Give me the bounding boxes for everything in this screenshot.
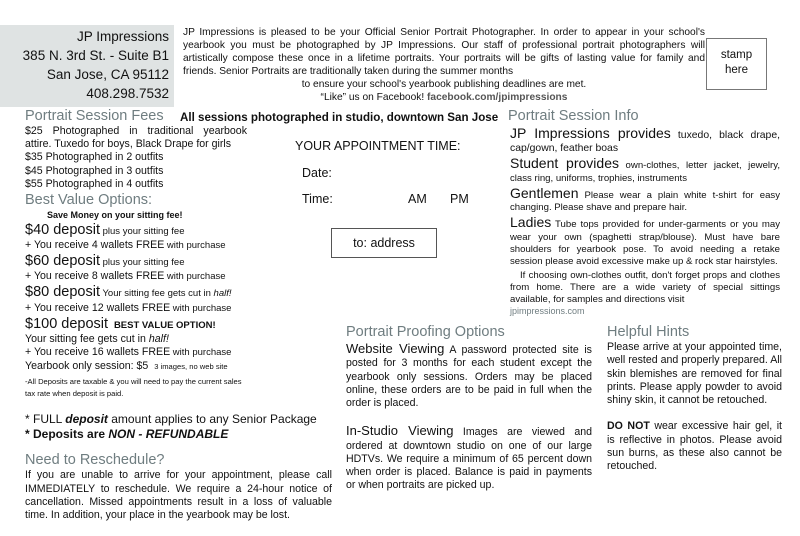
body-area [0,125,800,536]
save-money: Save Money on your sitting fee! [47,209,183,220]
tax-note: -All Deposits are taxable & you will need to pay the current sales tax rate when deposit is paid. [25,376,242,398]
stamp-text: stamp [720,49,753,61]
deposit-text: plus your sitting fee [99,225,185,237]
deposit-text: Your sitting fee gets cut in [99,288,214,300]
proofing-title: Portrait Proofing Options [346,323,505,340]
proof-lead: In-Studio Viewing [346,423,454,439]
deposit-text: plus your sitting fee [99,257,185,269]
info-text: Please wear a plain white t-shirt for easy changing. Please shave and prepare hair. [510,189,780,214]
reschedule-text: If you are unable to arrive for your appointment, please call IMMEDIATELY to reschedule. We require a 24-hour notice of cancellation. Missed appointments result in a loss of valuable time. In addition, your place in the yearbook may be lost. [25,469,332,522]
studio-name: JP Impressions [76,29,169,44]
deposit-80: $80 deposit [25,284,100,301]
like-text: “Like” us on Facebook! [320,91,425,103]
hints-section [607,324,782,474]
wallets-text: + You receive 12 wallets FREE [25,301,171,314]
am-label: AM [408,192,427,207]
fee-item: $55 Photographed in 4 outfits [25,177,164,190]
section-headings-row [0,108,800,125]
session-info-section [508,125,780,318]
info-text: If choosing own-clothes outfit, don't forget props and clothes from home. There are a wide variety of special sittings available, for samples and directions visit [510,269,780,305]
note-text: * FULL [25,411,66,426]
intro-text: JP Impressions is pleased to be your Official Senior Portrait Photographer. In order to appear in your school's yearbook you must be photographed by JP Impressions. Our staff of professional portrait photographers will artistically compose these once in a lifetime portraits. Your portraits will be gifts of lasting value for family and friends. Senior Portraits are traditionally taken during the summer months [183,27,705,77]
note-text: deposit [65,411,108,426]
stamp-box [706,38,767,90]
yearbook-session: Yearbook only session: $5 [25,360,149,373]
stamp-text: here [724,64,749,76]
with-purchase: with purchase [170,302,232,314]
deposit-100: $100 deposit [25,315,109,332]
info-lead: Ladies [510,214,552,231]
info-lead: Gentlemen [510,184,579,201]
fee-item: $25 Photographed in traditional yearbook attire. Tuxedo for boys, Black Drape for girls [25,124,247,151]
deposit-60: $60 deposit [25,253,100,270]
half-text: half! [213,288,232,300]
proofing-section [346,324,592,493]
pm-label: PM [450,192,469,207]
info-lead: JP Impressions provides [510,124,671,141]
fees-section [25,125,247,400]
hint-text: wear excessive hair gel, it is reflective in photos. Please avoid sun burns, as these also cannot be retouched. [607,420,782,473]
intro-center: to ensure your school's yearbook publishing deadlines are met. [301,78,587,90]
to-address-box: to: address [331,228,437,259]
appointment-title: YOUR APPOINTMENT TIME: [295,138,461,153]
all-sessions-note: All sessions photographed in studio, downtown San Jose [180,110,499,124]
best-value-label: BEST VALUE OPTION! [113,319,216,331]
fee-item: $45 Photographed in 3 outfits [25,164,164,177]
website-link[interactable]: jpimpressions.com [510,305,585,316]
proof-lead: Website Viewing [346,341,445,357]
info-title: Portrait Session Info [508,107,639,124]
hint-text: Please arrive at your appointed time, well rested and properly prepared. All skin blemishes are removed for final prints. Please apply powder to avoid shiny skin, it cannot be retouched. [607,341,782,407]
info-text: own-clothes, letter jacket, jewelry, class ring, uniforms, trophies, instruments [510,160,780,184]
fee-item: $35 Photographed in 2 outfits [25,151,164,164]
facebook-link[interactable]: facebook.com/jpimpressions [427,91,568,103]
time-label: Time: [302,192,333,207]
with-purchase: with purchase [170,347,232,359]
half-text: half! [148,332,169,345]
best-value-title: Best Value Options: [25,192,153,209]
wallets-text: + You receive 8 wallets FREE [25,270,165,283]
right-area [346,125,780,493]
deposit-text: Your sitting fee gets cut in [25,332,149,345]
proof-text: A password protected site is posted for 3 months for each student except the yearbook only sessions. Orders may be placed online, these orders are to be paid in full when the order is placed. [346,344,592,410]
info-text: tuxedo, black drape, cap/gown, feather boas [510,129,780,155]
wallets-text: + You receive 16 wallets FREE [25,346,171,359]
date-label: Date: [302,165,332,180]
header-band [0,0,800,107]
studio-street: 385 N. 3rd St. - Suite B1 [22,47,169,63]
studio-address [0,25,174,107]
info-text: Tube tops provided for under-garments or you may wear your own (spaghetti strap/blouse). Must have bare shoulders for yearbook pose. To avoid needing a retake session please avoid excessive make up & rock star hairstyles. [510,219,780,267]
note-text: amount applies to any Senior Package [107,411,317,426]
info-lead: Student provides [510,155,619,172]
facebook-line [183,92,705,105]
with-purchase: with purchase [164,271,226,283]
studio-phone: 408.298.7532 [86,85,169,101]
with-purchase: with purchase [164,239,226,251]
reschedule-title: Need to Reschedule? [25,451,165,468]
deposit-40: $40 deposit [25,221,100,238]
lower-right-row [346,324,780,493]
deposit-notes [25,412,345,442]
reschedule-section [25,452,332,536]
note-text: * Deposits are [25,426,109,441]
non-refundable: NON - REFUNDABLE [108,426,229,441]
intro-paragraph [183,25,705,105]
proof-text: Images are viewed and ordered at downtown studio on one of our large HDTVs. We require a minimum of 65 percent down when order is placed. Balance is paid in payments or when portraits are picked up. [346,426,592,492]
fees-title: Portrait Session Fees [25,107,164,124]
wallets-text: + You receive 4 wallets FREE [25,238,165,251]
hints-title: Helpful Hints [607,323,690,340]
yearbook-detail: 3 images, no web site [154,362,228,372]
studio-city: San Jose, CA 95112 [46,66,169,82]
do-not: DO NOT [607,420,650,433]
